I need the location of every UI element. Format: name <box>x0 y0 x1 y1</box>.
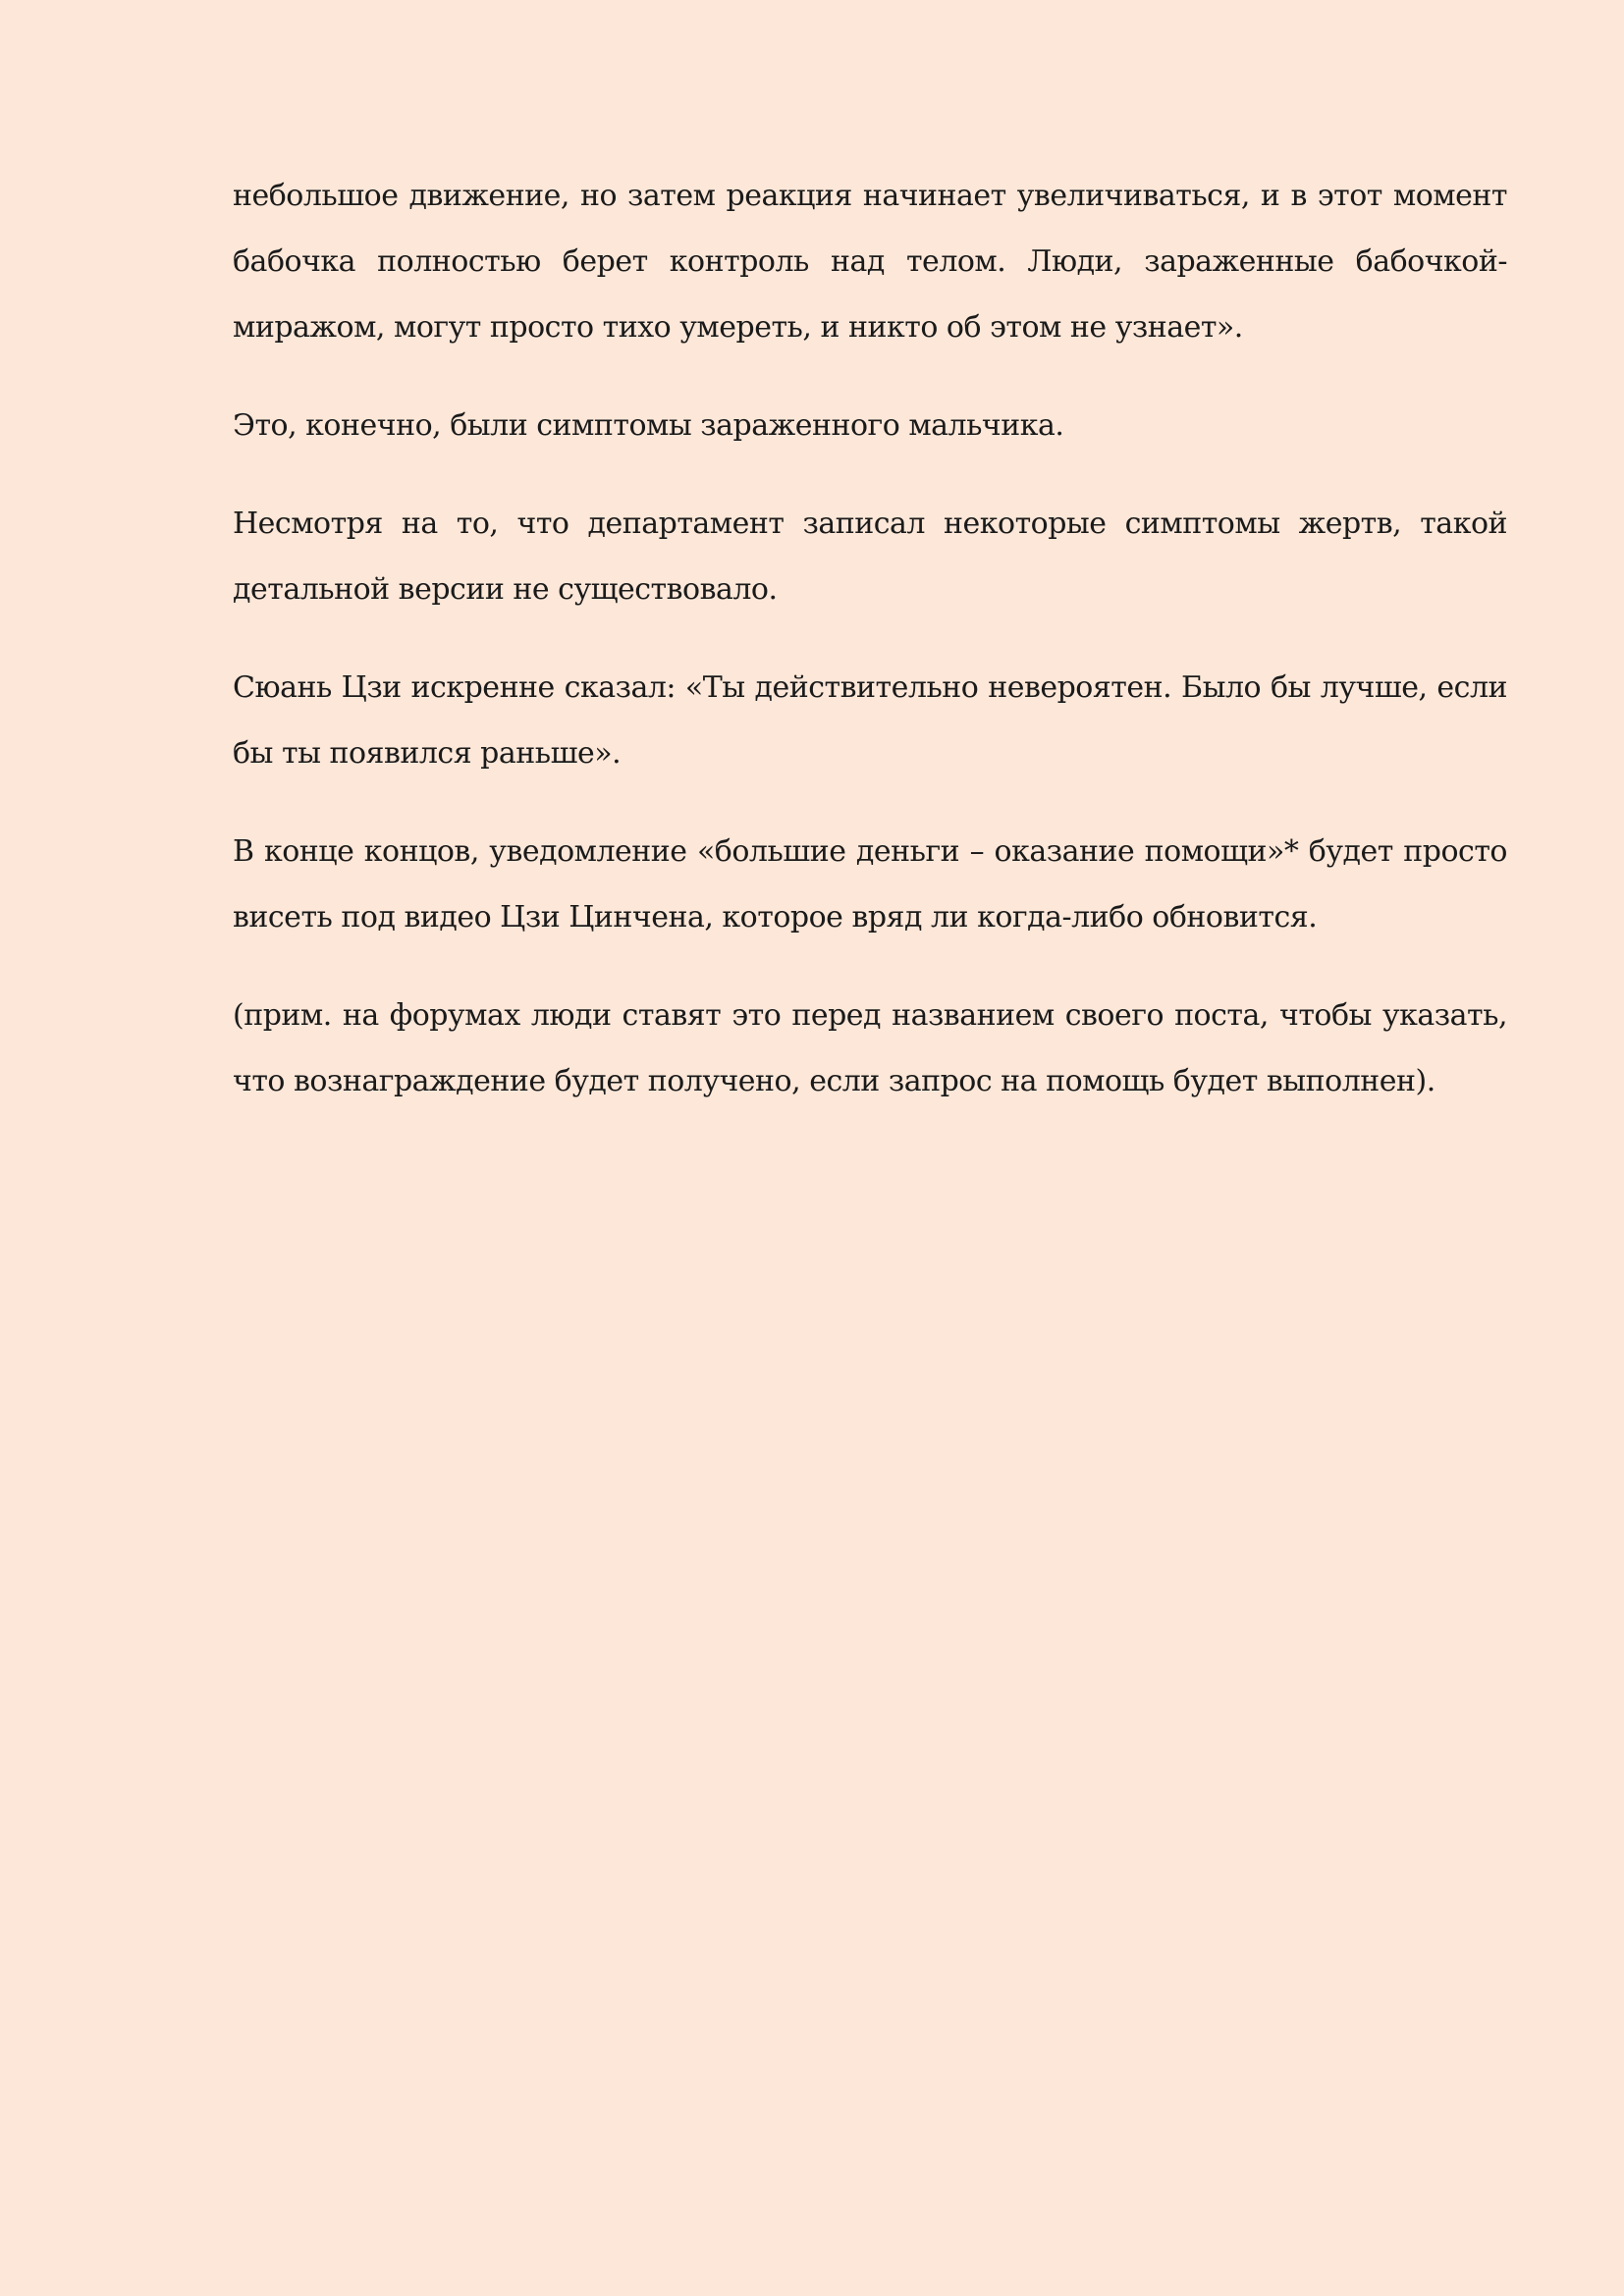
paragraph: Сюань Цзи искренне сказал: «Ты действительно невероятен. Было бы лучше, если бы ты появился раньше». <box>233 670 1507 771</box>
paragraph: Это, конечно, были симптомы зараженного мальчика. <box>233 408 1064 443</box>
paragraph: Несмотря на то, что департамент записал некоторые симптомы жертв, такой детальной версии не существовало. <box>233 507 1507 607</box>
paragraph: (прим. на форумах люди ставят это перед названием своего поста, чтобы указать, что вознаграждение будет получено, если запрос на помощь будет выполнен). <box>233 998 1507 1098</box>
paragraph: В конце концов, уведомление «большие деньги – оказание помощи»* будет просто висеть под видео Цзи Цинчена, которое вряд ли когда-либо обновится. <box>233 834 1507 934</box>
paragraph: небольшое движение, но затем реакция начинает увеличиваться, и в этот момент бабочка полностью берет контроль над телом. Люди, зараженные бабочкой-миражом, могут просто тихо умереть, и никто об этом не узнает». <box>233 179 1507 345</box>
text-column <box>233 163 1507 1114</box>
